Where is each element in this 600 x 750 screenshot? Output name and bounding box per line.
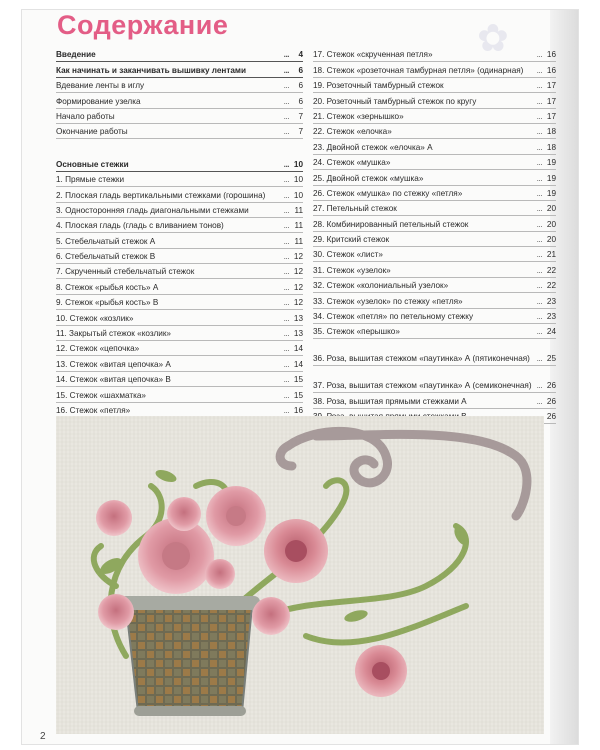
toc-entry[interactable] — [313, 155, 556, 170]
toc-entry-page: 16 — [546, 50, 556, 60]
toc-entry-page: 19 — [546, 188, 556, 198]
toc-entry-label: 11. Закрытый стежок «козлик» — [56, 329, 171, 339]
toc-leader-dots: ... — [283, 329, 289, 339]
toc-leader-dots: ... — [536, 142, 542, 152]
toc-entry-page: 12 — [293, 267, 303, 277]
toc-entry-page: 7 — [298, 127, 303, 137]
toc-entry-label: 12. Стежок «цепочка» — [56, 344, 140, 354]
toc-entry-label: 25. Двойной стежок «мушка» — [313, 173, 424, 183]
toc-entry-label: 35. Стежок «перышко» — [313, 327, 400, 337]
toc-entry-label: 7. Скрученный стебельчатый стежок — [56, 267, 195, 277]
toc-entry[interactable] — [56, 326, 303, 341]
section-gap — [56, 139, 303, 156]
embroidery-photo — [56, 416, 544, 734]
toc-entry-label: 30. Стежок «лист» — [313, 250, 383, 260]
toc-entry-page: 17 — [546, 96, 556, 106]
toc-entry-label: 28. Комбинированный петельный стежок — [313, 219, 469, 229]
toc-entry[interactable] — [313, 62, 556, 77]
toc-entry[interactable] — [56, 93, 303, 108]
toc-entry-page: 13 — [293, 313, 303, 323]
toc-entry-label: 2. Плоская гладь вертикальными стежками (горошина) — [56, 190, 266, 200]
toc-leader-dots: ... — [283, 405, 289, 415]
toc-entry[interactable] — [313, 309, 556, 324]
toc-entry-page: 20 — [546, 204, 556, 214]
toc-entry-page: 26 — [546, 396, 556, 406]
toc-entry-label: Введение — [56, 50, 96, 60]
toc-entry-page: 11 — [294, 221, 303, 231]
toc-leader-dots: ... — [283, 375, 289, 385]
toc-leader-dots: ... — [536, 296, 542, 306]
toc-leader-dots: ... — [283, 81, 289, 91]
toc-entry[interactable] — [56, 233, 303, 248]
toc-entry-page: 25 — [546, 354, 556, 364]
toc-entry[interactable] — [313, 293, 556, 308]
toc-entry-label: 27. Петельный стежок — [313, 204, 397, 214]
toc-entry[interactable] — [56, 203, 303, 218]
toc-leader-dots: ... — [283, 205, 289, 215]
toc-entry-page: 7 — [298, 111, 303, 121]
toc-entry-page: 21 — [546, 250, 556, 260]
toc-entry-page: 23 — [546, 296, 556, 306]
toc-entry-page: 20 — [546, 235, 556, 245]
toc-entry-page: 10 — [293, 190, 303, 200]
toc-entry[interactable] — [56, 387, 303, 402]
toc-entry-page: 26 — [546, 412, 556, 422]
toc-entry[interactable] — [56, 264, 303, 279]
toc-entry-page: 11 — [294, 205, 303, 215]
toc-entry-page: 26 — [546, 381, 556, 391]
toc-leader-dots: ... — [536, 65, 542, 75]
toc-entry-label: 6. Стебельчатый стежок В — [56, 252, 156, 262]
toc-leader-dots: ... — [536, 265, 542, 275]
toc-leader-dots: ... — [283, 159, 289, 169]
toc-entry-label: 29. Критский стежок — [313, 235, 390, 245]
toc-entry-label: 22. Стежок «елочка» — [313, 127, 392, 137]
toc-leader-dots: ... — [283, 282, 289, 292]
toc-entry-label: 17. Стежок «скрученная петля» — [313, 50, 433, 60]
toc-entry-label: 14. Стежок «витая цепочка» В — [56, 375, 171, 385]
toc-leader-dots: ... — [283, 221, 289, 231]
toc-entry-page: 12 — [293, 298, 303, 308]
toc-entry[interactable] — [313, 393, 556, 408]
toc-entry-page: 16 — [293, 405, 303, 415]
toc-entry-page: 17 — [546, 111, 556, 121]
toc-leader-dots: ... — [283, 65, 289, 75]
toc-entry[interactable] — [56, 78, 303, 93]
toc-entry[interactable] — [313, 324, 556, 339]
toc-entry-page: 23 — [546, 312, 556, 322]
toc-leader-dots: ... — [536, 127, 542, 137]
toc-leader-dots: ... — [536, 235, 542, 245]
toc-entry-label: 31. Стежок «узелок» — [313, 265, 391, 275]
toc-entry[interactable] — [56, 124, 303, 139]
toc-entry-page: 15 — [293, 375, 303, 385]
toc-entry-page: 24 — [546, 327, 556, 337]
toc-leader-dots: ... — [283, 359, 289, 369]
toc-entry-label: Начало работы — [56, 111, 115, 121]
toc-entry-label: Основные стежки — [56, 159, 129, 169]
toc-leader-dots: ... — [283, 236, 289, 246]
toc-entry[interactable] — [313, 78, 556, 93]
toc-entry[interactable] — [313, 93, 556, 108]
toc-entry-page: 20 — [546, 219, 556, 229]
toc-entry-label: 13. Стежок «витая цепочка» А — [56, 359, 171, 369]
toc-leader-dots: ... — [283, 252, 289, 262]
toc-entry-page: 16 — [546, 65, 556, 75]
toc-entry[interactable] — [313, 47, 556, 62]
toc-leader-dots: ... — [283, 127, 289, 137]
toc-leader-dots: ... — [283, 267, 289, 277]
toc-entry-page: 15 — [293, 390, 303, 400]
toc-entry[interactable] — [56, 187, 303, 202]
toc-entry[interactable] — [56, 356, 303, 371]
toc-entry-page: 12 — [293, 282, 303, 292]
toc-entry[interactable] — [56, 310, 303, 325]
page-title: Содержание — [57, 10, 229, 40]
toc-leader-dots: ... — [536, 111, 542, 121]
toc-leader-dots: ... — [536, 381, 542, 391]
toc-entry[interactable] — [313, 170, 556, 185]
toc-entry[interactable] — [313, 186, 556, 201]
toc-entry-label: 32. Стежок «колониальный узелок» — [313, 281, 449, 291]
toc-entry[interactable] — [313, 139, 556, 154]
toc-entry-page: 10 — [293, 159, 303, 169]
toc-entry-label: 38. Роза, вышитая прямыми стежками А — [313, 396, 467, 406]
toc-entry[interactable] — [313, 339, 556, 366]
toc-entry-page: 17 — [546, 81, 556, 91]
toc-right-column — [313, 47, 556, 424]
toc-entry-page: 18 — [546, 127, 556, 137]
toc-entry-label: 37. Роза, вышитая стежком «паутинка» А (семиконечная) — [313, 381, 532, 391]
toc-leader-dots: ... — [536, 158, 542, 168]
toc-entry-label: 18. Стежок «розеточная тамбурная петля» (одинарная) — [313, 65, 524, 75]
toc-entry-label: 4. Плоская гладь (гладь с вливанием тонов) — [56, 221, 224, 231]
toc-entry-page: 11 — [294, 236, 303, 246]
page-number: 2 — [40, 731, 46, 742]
toc-leader-dots: ... — [536, 50, 542, 60]
toc-entry[interactable] — [56, 279, 303, 294]
toc-entry-label: 3. Односторонняя гладь диагональными стежками — [56, 205, 249, 215]
toc-section-heading[interactable] — [56, 47, 303, 62]
toc-leader-dots: ... — [536, 250, 542, 260]
toc-leader-dots: ... — [536, 219, 542, 229]
toc-entry[interactable] — [313, 201, 556, 216]
toc-entry-label: Окончание работы — [56, 127, 128, 137]
toc-entry-label: 23. Двойной стежок «елочка» А — [313, 142, 433, 152]
toc-leader-dots: ... — [283, 313, 289, 323]
toc-entry-label: 20. Розеточный тамбурный стежок по кругу — [313, 96, 477, 106]
toc-leader-dots: ... — [283, 344, 289, 354]
toc-entry-label: Как начинать и заканчивать вышивку лентами — [56, 65, 247, 75]
toc-leader-dots: ... — [283, 390, 289, 400]
toc-entry[interactable] — [313, 109, 556, 124]
toc-entry-page: 19 — [546, 158, 556, 168]
toc-entry-label: 33. Стежок «узелок» по стежку «петля» — [313, 296, 463, 306]
toc-entry-page: 22 — [546, 281, 556, 291]
toc-leader-dots: ... — [536, 204, 542, 214]
toc-section-heading[interactable] — [56, 156, 303, 171]
toc-entry-page: 18 — [546, 142, 556, 152]
toc-leader-dots: ... — [283, 298, 289, 308]
toc-leader-dots: ... — [536, 354, 542, 364]
toc-entry[interactable] — [56, 372, 303, 387]
toc-entry[interactable] — [313, 262, 556, 277]
toc-entry[interactable] — [313, 216, 556, 231]
toc-leader-dots: ... — [536, 96, 542, 106]
toc-leader-dots: ... — [536, 312, 542, 322]
toc-entry-label: 1. Прямые стежки — [56, 175, 125, 185]
toc-leader-dots: ... — [283, 175, 289, 185]
ribbon-embroidery-illustration — [56, 416, 544, 734]
toc-entry-label: 26. Стежок «мушка» по стежку «петля» — [313, 188, 463, 198]
toc-section-heading[interactable] — [56, 62, 303, 77]
toc-entry-label: 19. Розеточный тамбурный стежок — [313, 81, 444, 91]
toc-entry-label: 16. Стежок «петля» — [56, 405, 131, 415]
toc-leader-dots: ... — [536, 81, 542, 91]
toc-leader-dots: ... — [536, 281, 542, 291]
toc-entry-label: 21. Стежок «зернышко» — [313, 111, 404, 121]
toc-entry-page: 13 — [293, 329, 303, 339]
toc-entry-page: 19 — [546, 173, 556, 183]
toc-leader-dots: ... — [536, 188, 542, 198]
toc-leader-dots: ... — [283, 96, 289, 106]
toc-entry-page: 14 — [293, 359, 303, 369]
basket — [120, 596, 260, 716]
toc-entry-page: 6 — [298, 81, 303, 91]
toc-entry-label: 9. Стежок «рыбья кость» В — [56, 298, 159, 308]
toc-entry-page: 6 — [298, 65, 303, 75]
toc-entry-page: 4 — [298, 50, 303, 60]
toc-entry[interactable] — [56, 218, 303, 233]
toc-entry-label: Формирование узелка — [56, 96, 141, 106]
toc-entry-label: 34. Стежок «петля» по петельному стежку — [313, 312, 474, 322]
toc-entry[interactable] — [56, 295, 303, 310]
toc-entry[interactable] — [56, 109, 303, 124]
toc-entry[interactable] — [313, 124, 556, 139]
toc-entry-page: 10 — [293, 175, 303, 185]
toc-leader-dots: ... — [536, 396, 542, 406]
toc-entry-label: 8. Стежок «рыбья кость» А — [56, 282, 159, 292]
toc-entry[interactable] — [313, 366, 556, 393]
toc-entry[interactable] — [56, 172, 303, 187]
toc-entry-label: 10. Стежок «козлик» — [56, 313, 134, 323]
toc-entry-label: 5. Стебельчатый стежок А — [56, 236, 156, 246]
toc-entry[interactable] — [313, 278, 556, 293]
toc-entry[interactable] — [313, 247, 556, 262]
toc-leader-dots: ... — [536, 327, 542, 337]
toc-entry-label: Вдевание ленты в иглу — [56, 81, 145, 91]
toc-entry-page: 6 — [298, 96, 303, 106]
toc-entry-label: 15. Стежок «шахматка» — [56, 390, 146, 400]
toc-entry-label: 36. Роза, вышитая стежком «паутинка» А (пятиконечная) — [313, 354, 530, 364]
ornament-icon: ✿ — [477, 16, 509, 60]
toc-entry-page: 22 — [546, 265, 556, 275]
toc-leader-dots: ... — [283, 190, 289, 200]
toc-entry[interactable] — [56, 249, 303, 264]
toc-entry[interactable] — [56, 341, 303, 356]
toc-entry-label: 24. Стежок «мушка» — [313, 158, 391, 168]
toc-leader-dots: ... — [536, 173, 542, 183]
toc-leader-dots: ... — [283, 111, 289, 121]
toc-entry[interactable] — [313, 232, 556, 247]
toc-entry-page: 14 — [293, 344, 303, 354]
toc-entry-page: 12 — [293, 252, 303, 262]
toc-left-column — [56, 47, 303, 418]
toc-leader-dots: ... — [283, 50, 289, 60]
